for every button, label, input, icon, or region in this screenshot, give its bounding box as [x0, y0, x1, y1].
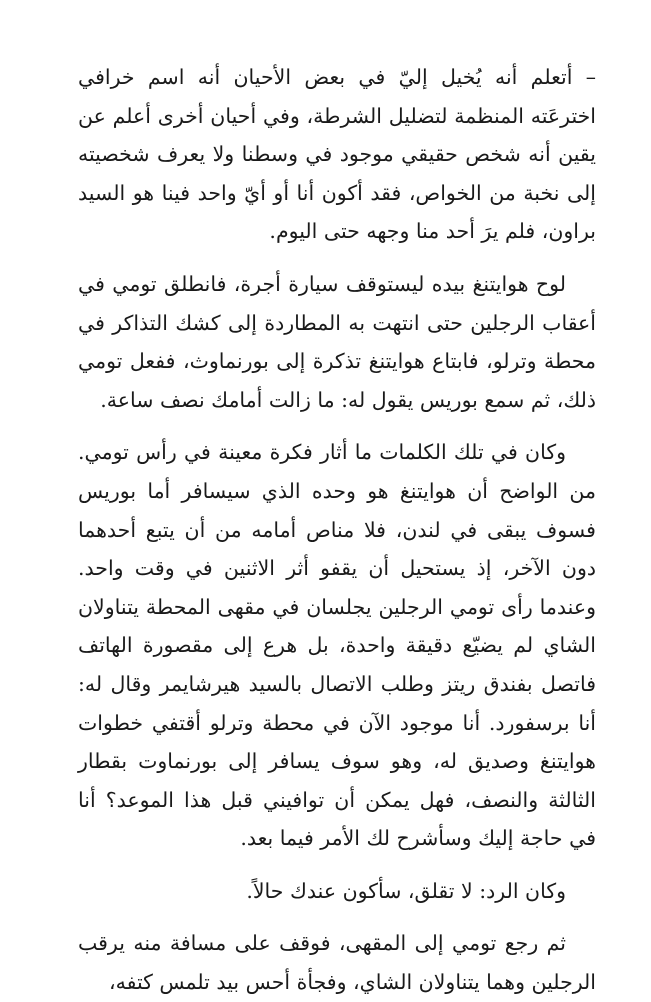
paragraph-phone-call: وكان في تلك الكلمات ما أثار فكرة معينة في رأس تومي. من الواضح أن هوايتنغ هو وحده الذي سيسافر أما بوريس فسوف يبقى في لندن، فلا مناص أمامه من أن يتبع أحدهما دون الآخر، إذ يستحيل أن يقفو أثر الاثنين في وقت واحد. وعندما رأى تومي الرجلين يجلسان في مقهى المحطة يتناولان الشاي لم يضيّع دقيقة واحدة، بل هرع إلى مقصورة الهاتف فاتصل بفندق ريتز وطلب الاتصال بالسيد هيرشايمر وقال له: أنا برسفورد. أنا موجود الآن في محطة وترلو أقتفي خطوات هوايتنغ وصديق له، وهو سوف يسافر إلى بورنماوت بقطار الثالثة والنصف، فهل يمكن أن توافيني قبل هذا الموعد؟ أنا في حاجة إليك وسأشرح لك الأمر فيما بعد. [78, 440, 596, 851]
paragraph-dialogue-mr-brown: – أتعلم أنه يُخيل إليّ في بعض الأحيان أنه اسم خرافي اخترعَته المنظمة لتضليل الشرطة، وفي أحيان أخرى أعلم عن يقين أنه شخص حقيقي موجود في وسطنا ولا يعرف شخصيته إلى نخبة من الخواص، فقد أكون أنا أو أيّ واحد فينا هو السيد براون، فلم يرَ أحد منا وجهه حتى اليوم. [78, 65, 596, 244]
book-page-text [78, 58, 596, 1002]
paragraph-taxi-chase: لوح هوايتنغ بيده ليستوقف سيارة أجرة، فانطلق تومي في أعقاب الرجلين حتى انتهت به المطاردة إلى كشك التذاكر في محطة وترلو، فابتاع هوايتنغ تذكرة إلى بورنماوث، ففعل تومي ذلك، ثم سمع بوريس يقول له: ما زالت أمامك نصف ساعة. [78, 271, 596, 412]
paragraph-return-to-cafe: ثم رجع تومي إلى المقهى، فوقف على مسافة منه يرقب الرجلين وهما يتناولان الشاي، وفجأة أحس بيد تلمس كتفه، [78, 931, 596, 995]
paragraph-reply: وكان الرد: لا تقلق، سأكون عندك حالاً. [246, 878, 566, 903]
